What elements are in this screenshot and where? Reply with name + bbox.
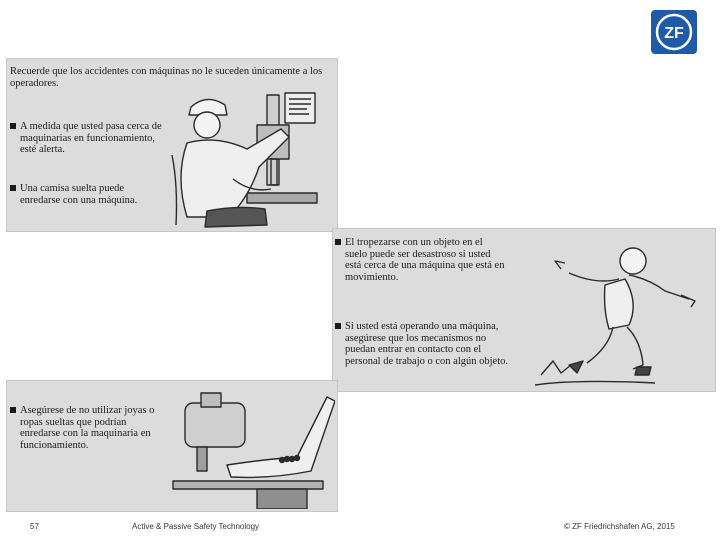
- person-tripping-illustration: [521, 235, 711, 389]
- panel3-bullet-1-text: Asegúrese de no utilizar joyas o ropas sueltas que podrían enredarse con la maquinaria en funcionamiento.: [20, 405, 155, 451]
- panel-loose-clothing: [6, 58, 338, 232]
- panel1-heading: Recuerde que los accidentes con máquinas no le suceden únicamente a los operadores.: [10, 66, 323, 89]
- panel2-bullet-1: [335, 237, 507, 283]
- panel3-bullet-1: [10, 405, 166, 451]
- panel-tripping-hazard: [332, 228, 716, 392]
- page-number: 57: [30, 522, 39, 531]
- hand-near-machine-illustration: [167, 385, 335, 509]
- zf-logo-mark: [653, 12, 695, 52]
- panel1-bullet-1-text: A medida que usted pasa cerca de maquinarias en funcionamiento, esté alerta.: [20, 121, 162, 155]
- panel1-bullet-2-text: Una camisa suelta puede enredarse con una máquina.: [20, 183, 138, 206]
- zf-logo: [651, 10, 697, 54]
- bullet-square-icon: [10, 123, 16, 129]
- panel-jewelry-hazard: [6, 380, 338, 512]
- footer-title: Active & Passive Safety Technology: [132, 522, 260, 531]
- panel1-bullet-1: [10, 121, 162, 156]
- bullet-square-icon: [335, 323, 341, 329]
- bullet-square-icon: [10, 407, 16, 413]
- worker-near-drill-illustration: [167, 85, 337, 231]
- bullet-square-icon: [335, 239, 341, 245]
- panel1-bullet-2: [10, 183, 160, 206]
- bullet-square-icon: [10, 185, 16, 191]
- panel2-bullet-1-text: El tropezarse con un objeto en el suelo puede ser desastroso si usted está cerca de una máquina que está en movimiento.: [345, 237, 505, 283]
- panel2-bullet-2: [335, 321, 517, 367]
- zf-logo-text: ZF: [664, 25, 684, 42]
- panel2-bullet-2-text: Si usted está operando una máquina, asegúrese que los mecanismos no puedan entrar en contacto con el personal de trabajo o con algún objeto.: [345, 321, 508, 367]
- footer-copyright: © ZF Friedrichshafen AG, 2015: [564, 522, 675, 531]
